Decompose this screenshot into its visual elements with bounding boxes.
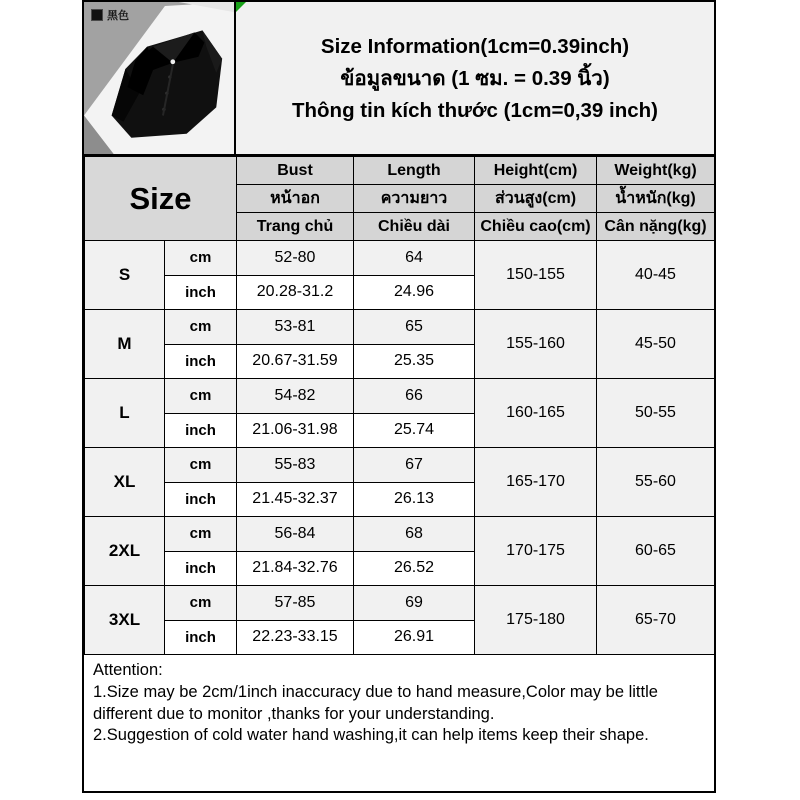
size-cell-l: L xyxy=(85,379,165,448)
size-cell-3xl: 3XL xyxy=(85,586,165,655)
unit-cm: cm xyxy=(165,379,237,414)
unit-inch: inch xyxy=(165,275,237,310)
col-header-length-en: Length xyxy=(354,157,475,185)
black-shirt-image xyxy=(84,2,234,154)
length-cm-value: 65 xyxy=(354,310,475,345)
size-table xyxy=(84,156,715,655)
attention-section xyxy=(84,655,714,791)
table-row xyxy=(85,379,715,414)
size-header-cell: Size xyxy=(85,157,237,241)
col-header-height-en: Height(cm) xyxy=(475,157,597,185)
unit-inch: inch xyxy=(165,482,237,517)
bust-cm-value: 56-84 xyxy=(237,517,354,552)
attention-note-1: 1.Size may be 2cm/1inch inaccuracy due to hand measure,Color may be little different due to monitor ,thanks for your understanding. xyxy=(93,682,658,723)
title-english: Size Information(1cm=0.39inch) xyxy=(320,34,630,58)
length-cm-value: 67 xyxy=(354,448,475,483)
bust-cm-value: 52-80 xyxy=(237,241,354,276)
attention-heading: Attention: xyxy=(93,661,163,679)
bust-cm-value: 57-85 xyxy=(237,586,354,621)
col-header-bust-en: Bust xyxy=(237,157,354,185)
unit-cm: cm xyxy=(165,241,237,276)
bust-cm-value: 55-83 xyxy=(237,448,354,483)
bust-inch-value: 22.23-33.15 xyxy=(237,620,354,655)
bust-inch-value: 21.06-31.98 xyxy=(237,413,354,448)
col-header-height-th: ส่วนสูง(cm) xyxy=(475,185,597,213)
unit-cm: cm xyxy=(165,448,237,483)
unit-inch: inch xyxy=(165,344,237,379)
weight-range: 60-65 xyxy=(597,517,715,586)
height-range: 165-170 xyxy=(475,448,597,517)
length-cm-value: 66 xyxy=(354,379,475,414)
bust-inch-value: 20.67-31.59 xyxy=(237,344,354,379)
bust-cm-value: 54-82 xyxy=(237,379,354,414)
col-header-weight-th: น้ำหนัก(kg) xyxy=(597,185,715,213)
size-cell-2xl: 2XL xyxy=(85,517,165,586)
weight-range: 40-45 xyxy=(597,241,715,310)
height-range: 175-180 xyxy=(475,586,597,655)
length-inch-value: 25.35 xyxy=(354,344,475,379)
unit-inch: inch xyxy=(165,413,237,448)
col-header-height-vi: Chiều cao(cm) xyxy=(475,213,597,241)
table-row xyxy=(85,517,715,552)
weight-range: 55-60 xyxy=(597,448,715,517)
table-row xyxy=(85,310,715,345)
length-cm-value: 64 xyxy=(354,241,475,276)
height-range: 155-160 xyxy=(475,310,597,379)
bust-inch-value: 21.45-32.37 xyxy=(237,482,354,517)
weight-range: 45-50 xyxy=(597,310,715,379)
attention-note-2: 2.Suggestion of cold water hand washing,it can help items keep their shape. xyxy=(93,726,649,745)
weight-range: 50-55 xyxy=(597,379,715,448)
unit-inch: inch xyxy=(165,620,237,655)
black-swatch-icon xyxy=(91,9,103,21)
color-label xyxy=(91,7,129,23)
col-header-weight-en: Weight(kg) xyxy=(597,157,715,185)
weight-range: 65-70 xyxy=(597,586,715,655)
unit-cm: cm xyxy=(165,310,237,345)
size-chart-sheet xyxy=(82,0,716,793)
length-inch-value: 26.13 xyxy=(354,482,475,517)
color-label-text: 黑色 xyxy=(107,10,129,22)
title-vietnamese: Thông tin kích thước (1cm=0,39 inch) xyxy=(291,98,659,122)
product-photo xyxy=(84,2,236,154)
bust-inch-value: 20.28-31.2 xyxy=(237,275,354,310)
bust-cm-value: 53-81 xyxy=(237,310,354,345)
height-range: 150-155 xyxy=(475,241,597,310)
table-row xyxy=(85,448,715,483)
table-row xyxy=(85,586,715,621)
col-header-bust-vi: Trang chủ xyxy=(237,213,354,241)
bust-inch-value: 21.84-32.76 xyxy=(237,551,354,586)
unit-cm: cm xyxy=(165,517,237,552)
size-cell-s: S xyxy=(85,241,165,310)
table-row xyxy=(85,241,715,276)
title-area xyxy=(236,2,714,154)
header-row-english xyxy=(85,157,715,185)
col-header-weight-vi: Cân nặng(kg) xyxy=(597,213,715,241)
length-inch-value: 24.96 xyxy=(354,275,475,310)
length-inch-value: 26.91 xyxy=(354,620,475,655)
green-corner-marker-icon xyxy=(236,2,246,12)
length-cm-value: 69 xyxy=(354,586,475,621)
height-range: 170-175 xyxy=(475,517,597,586)
unit-inch: inch xyxy=(165,551,237,586)
size-cell-xl: XL xyxy=(85,448,165,517)
unit-cm: cm xyxy=(165,586,237,621)
title-thai: ข้อมูลขนาด (1 ซม. = 0.39 นิ้ว) xyxy=(340,66,610,90)
length-inch-value: 26.52 xyxy=(354,551,475,586)
size-cell-m: M xyxy=(85,310,165,379)
top-section xyxy=(84,2,714,156)
length-cm-value: 68 xyxy=(354,517,475,552)
col-header-bust-th: หน้าอก xyxy=(237,185,354,213)
length-inch-value: 25.74 xyxy=(354,413,475,448)
col-header-length-th: ความยาว xyxy=(354,185,475,213)
height-range: 160-165 xyxy=(475,379,597,448)
col-header-length-vi: Chiều dài xyxy=(354,213,475,241)
